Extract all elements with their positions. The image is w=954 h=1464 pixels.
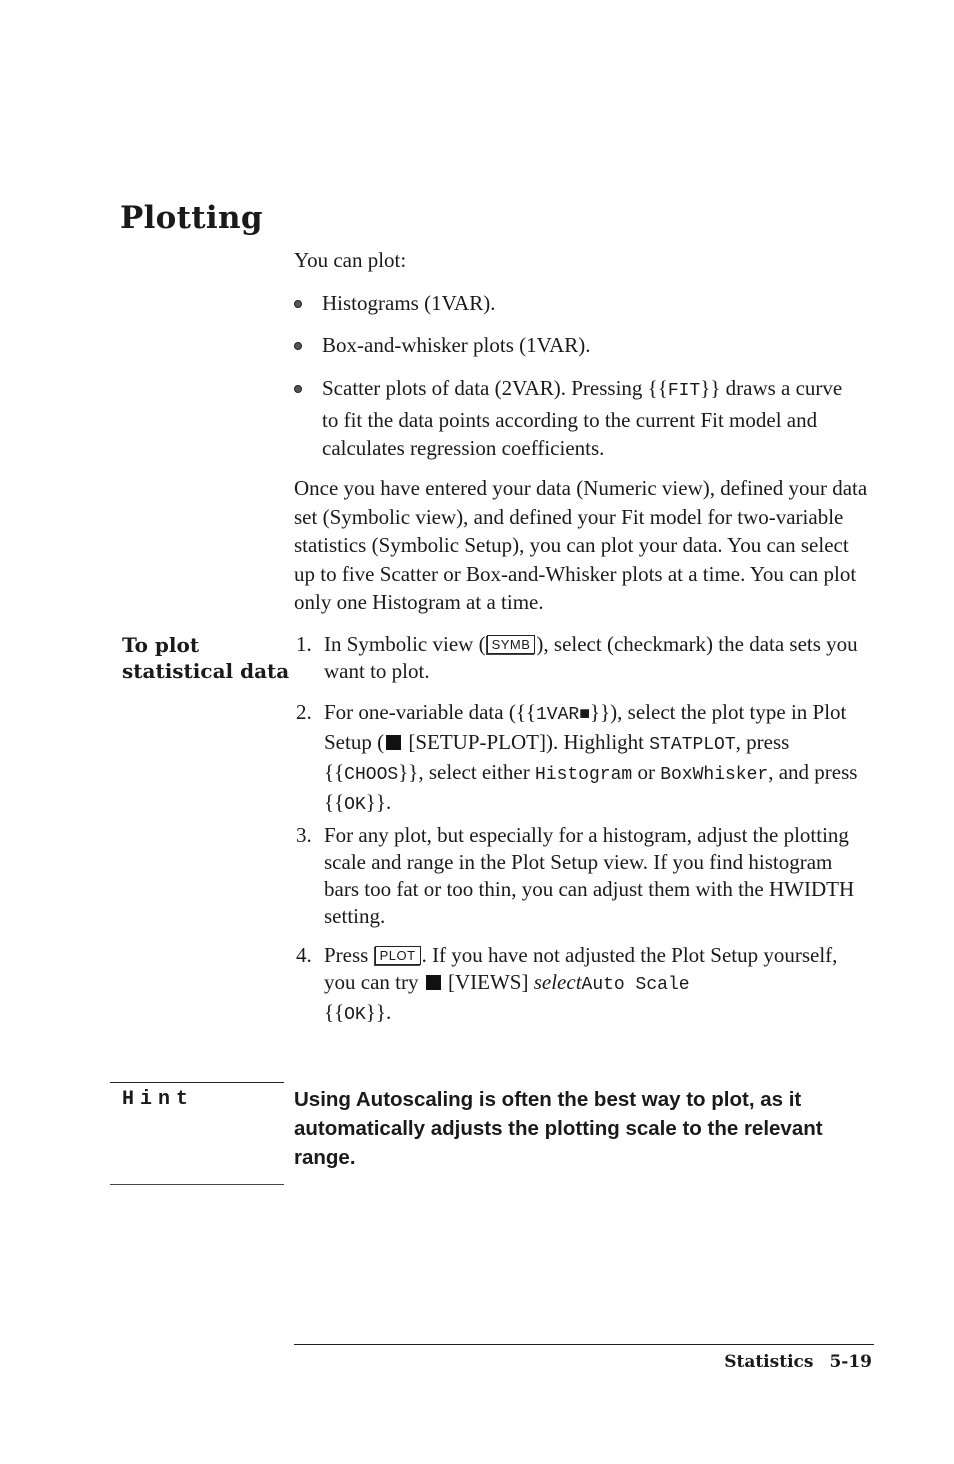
softkey-fit: FIT xyxy=(667,381,701,401)
symb-key-icon: SYMB xyxy=(487,635,536,654)
shift-key-icon xyxy=(386,735,401,750)
hint-label: Hint xyxy=(122,1088,195,1111)
step-1: 1. In Symbolic view ( SYMB ), select (checkmark) the data sets you want to plot. xyxy=(296,632,858,683)
footer-divider xyxy=(294,1344,874,1345)
body-paragraph: Once you have entered your data (Numeric view), defined your data set (Symbolic view), and defined your Fit model for two-variable statistics (Symbolic Setup), you can plot your data. You can select up to five Scatter or Box-and-Whisker plots at a time. You can plot only one Histogram at a time. xyxy=(294,476,868,614)
page-footer xyxy=(724,1352,872,1372)
plot-key-icon: PLOT xyxy=(375,946,421,965)
hint-text: Using Autoscaling is often the best way to plot, as it automatically adjusts the plotting scale to the relevant range. xyxy=(294,1088,823,1169)
footer-section: Statistics xyxy=(724,1352,814,1372)
side-heading: To plot statistical data xyxy=(122,633,290,683)
list-item: Histograms (1VAR). xyxy=(294,289,854,318)
bullet-icon xyxy=(294,385,302,393)
page-number: 5-19 xyxy=(829,1352,872,1372)
page-title: Plotting xyxy=(120,200,263,236)
step-4: 4. Press PLOT . If you have not adjusted the Plot Setup yourself, you can try [VIEWS] selectAuto Scale {{OK}}. xyxy=(296,943,838,1025)
shift-key-icon xyxy=(426,975,441,990)
hint-divider-bottom xyxy=(110,1184,284,1185)
list-item: Box-and-whisker plots (1VAR). xyxy=(294,331,854,360)
hint-divider-top xyxy=(110,1082,284,1083)
bullet-icon xyxy=(294,300,302,308)
step-2: 2. For one-variable data ({{1VAR■}}), select the plot type in Plot Setup ( [SETUP-PLOT]). Highlight STATPLOT, press {{CHOOS}}, select either Histogram or BoxWhisker, and press {{OK}}. xyxy=(296,700,858,815)
bullet-icon xyxy=(294,342,302,350)
step-3: 3. For any plot, but especially for a histogram, adjust the plotting scale and range in the Plot Setup view. If you find histogram bars too fat or too thin, you can adjust them with the HWIDTH setting. xyxy=(296,823,855,928)
intro-text: You can plot: xyxy=(294,248,407,272)
list-item: Scatter plots of data (2VAR). Pressing {{FIT}} draws a curve to fit the data points according to the current Fit model and calculates regression coefficients. xyxy=(294,374,854,463)
